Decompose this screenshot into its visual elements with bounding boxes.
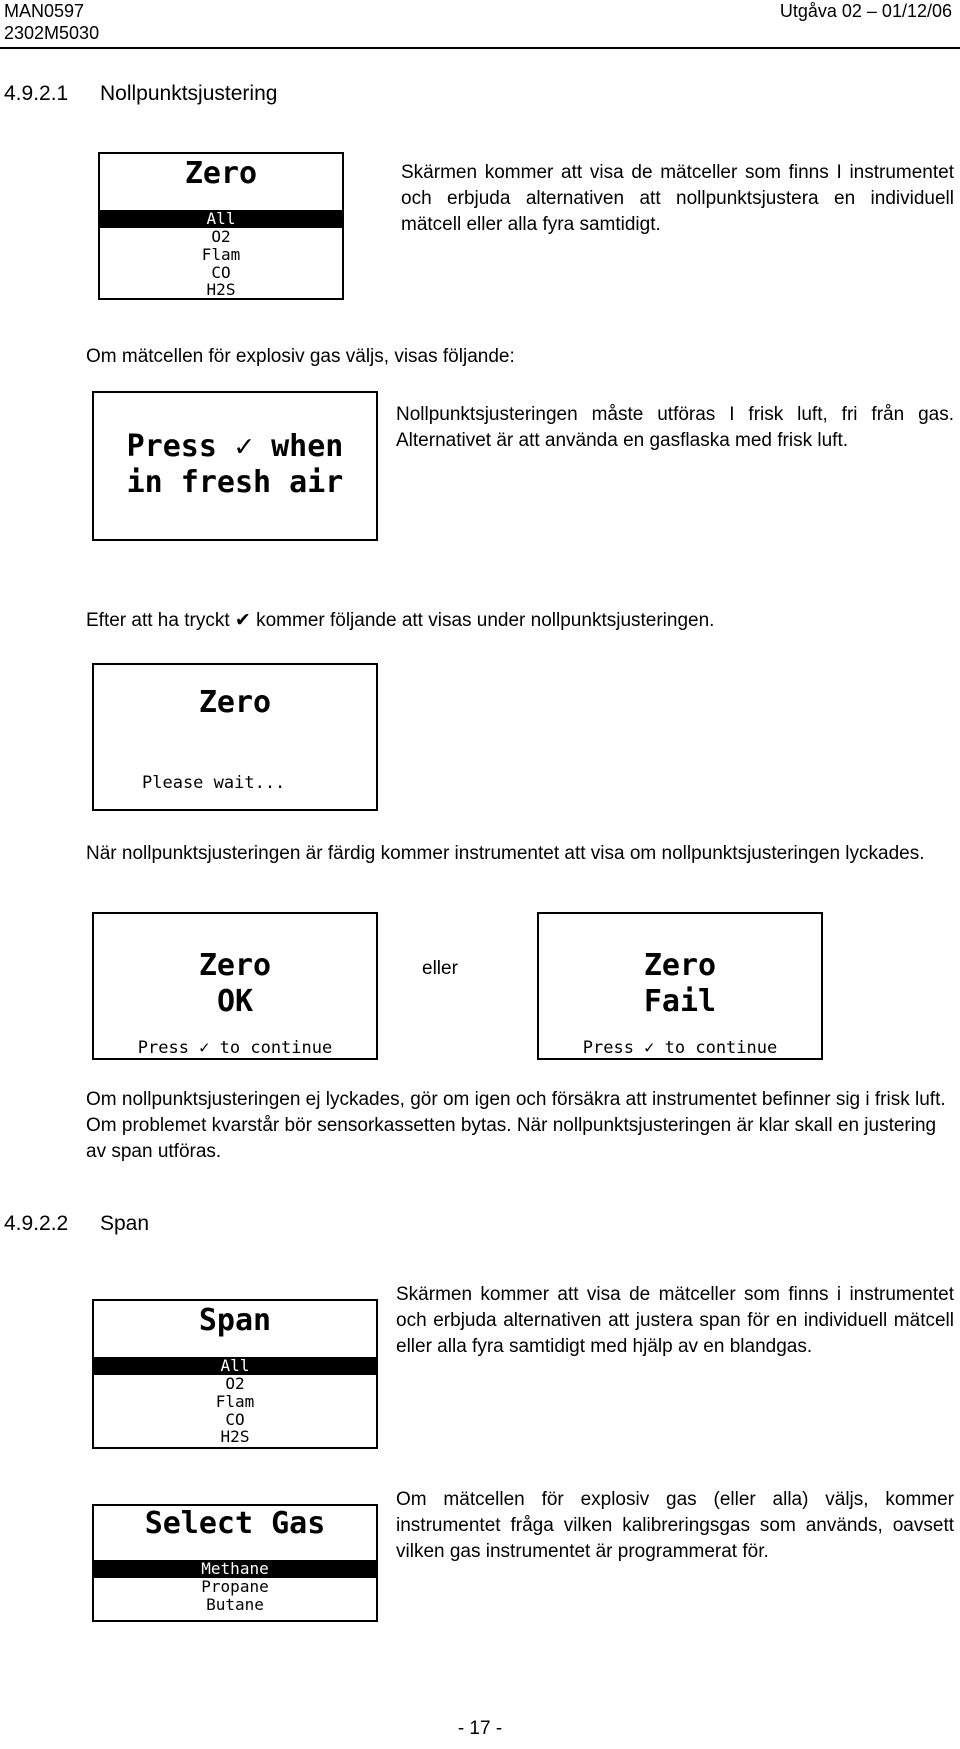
- lcd-zero-ok: [92, 912, 378, 1060]
- doc-number: MAN0597: [4, 1, 85, 21]
- after-press-text: [86, 608, 714, 634]
- header-rule: [0, 47, 960, 49]
- menu-item[interactable]: H2S: [220, 1427, 250, 1446]
- menu-item-selected[interactable]: Methane: [94, 1560, 376, 1578]
- menu-item[interactable]: O2: [211, 227, 231, 246]
- failure-text: Om nollpunktsjusteringen ej lyckades, gör om igen och försäkra att instrumentet befinner sig i frisk luft. Om problemet kvarstår bör sensorkassetten bytas. När nollpunktsjusteringen är klar skall en justering av span utföras.: [86, 1089, 946, 1162]
- lcd-fresh-air: [92, 391, 378, 541]
- lcd-line1: Press ✓ when: [126, 429, 344, 464]
- lcd-line2: Fail: [643, 984, 717, 1019]
- menu-item[interactable]: H2S: [206, 280, 236, 299]
- menu-item-selected[interactable]: All: [94, 1357, 376, 1375]
- lcd-select-gas: [92, 1504, 378, 1622]
- done-text: När nollpunktsjusteringen är färdig kommer instrumentet att visa om nollpunktsjusteringen lyckades.: [86, 843, 925, 864]
- section-title: Nollpunktsjustering: [100, 82, 278, 105]
- lcd-title: Zero: [198, 685, 272, 720]
- explosive-text: Om mätcellen för explosiv gas väljs, visas följande:: [86, 346, 515, 367]
- gas-text: Om mätcellen för explosiv gas (eller alla) väljs, kommer instrumentet fråga vilken kalibreringsgas som används, oavsett vilken gas instrumentet är programmerat för.: [396, 1489, 954, 1562]
- lcd-please-wait: [92, 663, 378, 811]
- menu-item[interactable]: Flam: [201, 245, 241, 264]
- fresh-air-text: Nollpunktsjusteringen måste utföras I frisk luft, fri från gas. Alternativet är att använda en gasflaska med frisk luft.: [396, 404, 954, 451]
- check-icon: ✔: [234, 610, 251, 631]
- lcd-zero-fail: [537, 912, 823, 1060]
- lcd-title: Select Gas: [144, 1506, 326, 1541]
- lcd-line2: OK: [216, 984, 254, 1019]
- or-text: eller: [422, 958, 458, 979]
- lcd-zero-menu: [98, 152, 344, 300]
- lcd-title: Span: [198, 1303, 272, 1338]
- after-press-suffix: kommer följande att visas under nollpunktsjusteringen.: [256, 610, 715, 631]
- lcd-footer: Press ✓ to continue: [582, 1038, 778, 1058]
- section-number: 4.9.2.2: [4, 1212, 69, 1235]
- menu-item[interactable]: CO: [211, 263, 231, 282]
- edition: Utgåva 02 – 01/12/06: [779, 1, 952, 21]
- lcd-message: Please wait...: [142, 773, 286, 793]
- menu-item[interactable]: Flam: [215, 1392, 255, 1411]
- menu-item-selected[interactable]: All: [100, 210, 342, 228]
- menu-item[interactable]: Propane: [201, 1577, 269, 1596]
- zero-intro-text: Skärmen kommer att visa de mätceller som finns I instrumentet och erbjuda alternativen att nollpunktsjustera en individuell mätcell eller alla fyra samtidigt.: [401, 162, 954, 235]
- section-number: 4.9.2.1: [4, 82, 69, 105]
- after-press-prefix: Efter att ha tryckt: [86, 610, 230, 631]
- span-intro-text: Skärmen kommer att visa de mätceller som finns i instrumentet och erbjuda alternativen att justera span för en individuell mätcell eller alla fyra samtidigt med hjälp av en blandgas.: [396, 1284, 954, 1357]
- page-number: - 17 -: [457, 1718, 503, 1739]
- lcd-line1: Zero: [198, 948, 272, 983]
- lcd-title: Zero: [184, 156, 258, 191]
- menu-item[interactable]: Butane: [206, 1595, 264, 1614]
- menu-item[interactable]: O2: [225, 1374, 245, 1393]
- menu-item[interactable]: CO: [225, 1410, 245, 1429]
- lcd-line2: in fresh air: [126, 465, 344, 500]
- section-title: Span: [100, 1212, 150, 1235]
- lcd-footer: Press ✓ to continue: [137, 1038, 333, 1058]
- lcd-line1: Zero: [643, 948, 717, 983]
- lcd-span-menu: [92, 1299, 378, 1449]
- part-number: 2302M5030: [4, 23, 100, 43]
